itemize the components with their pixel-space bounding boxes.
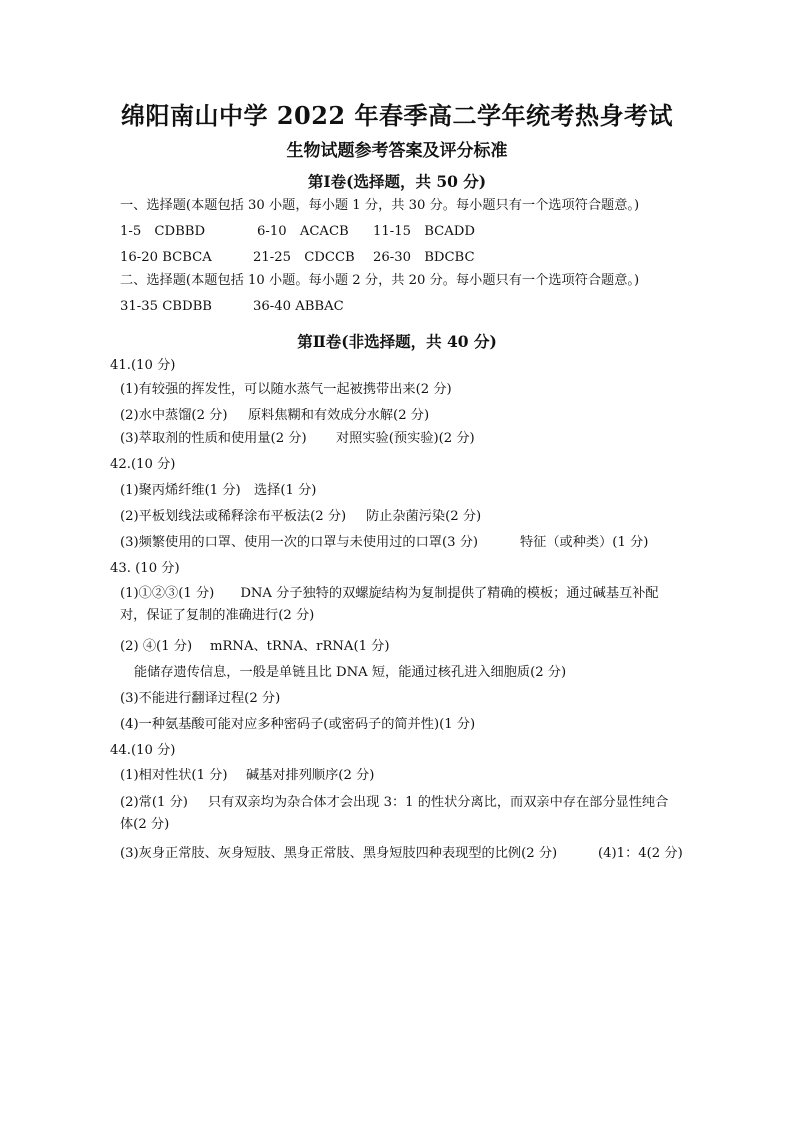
answer-42-3a: (3)频繁使用的口罩、使用一次的口罩与未使用过的口罩(3 分) (120, 535, 479, 550)
mc2-intro: 二、选择题(本题包括 10 小题。每小题 2 分，共 20 分。每小题只有一个选项符合题意。) (120, 273, 640, 288)
answer-44-2 (120, 792, 680, 836)
answer-group: 1-5 CDBBD (120, 224, 206, 239)
part1-heading: 第Ⅰ卷(选择题，共 50 分) (307, 172, 487, 191)
answer-43-2b: mRNA、tRNA、rRNA(1 分) (210, 639, 390, 654)
page-title: 绵阳南山中学 2022 年春季高二学年统考热身考试 (120, 101, 673, 130)
answer-41-2b: 原料焦糊和有效成分水解(2 分) (248, 408, 430, 423)
answer-41-3b: 对照实验(预实验)(2 分) (336, 431, 475, 446)
answer-41-3a: (3)萃取剂的性质和使用量(2 分) (120, 431, 307, 446)
question-44-label: 44.(10 分) (110, 743, 176, 758)
page-subtitle: 生物试题参考答案及评分标准 (286, 141, 508, 161)
answer-43-2c: 能储存遗传信息，一般是单链且比 DNA 短，能通过核孔进入细胞质(2 分) (134, 665, 567, 680)
answer-43-1a: (1)①②③(1 分) (120, 586, 215, 601)
question-43-label: 43. (10 分) (110, 561, 180, 576)
answer-44-4: (4)1：4(2 分) (598, 846, 683, 861)
answer-group: 6-10 ACACB (257, 224, 349, 239)
part2-heading: 第Ⅱ卷(非选择题，共 40 分) (297, 332, 497, 351)
answer-group: 31-35 CBDBB (120, 299, 212, 314)
answer-41-1: (1)有较强的挥发性，可以随水蒸气一起被携带出来(2 分) (120, 382, 452, 397)
answer-group: 16-20 BCBCA (120, 250, 212, 265)
answer-44-1b: 碱基对排列顺序(2 分) (246, 768, 375, 783)
answer-42-1a: (1)聚丙烯纤维(1 分) (120, 483, 241, 498)
answer-43-3: (3)不能进行翻译过程(2 分) (120, 691, 281, 706)
answer-43-1b: DNA 分子独特的双螺旋结构为复制提供了精确的模板；通过碱基互补配对，保证了复制的准确进行(2 分) (120, 586, 659, 623)
answer-43-1 (120, 583, 680, 627)
answer-43-4: (4)一种氨基酸可能对应多种密码子(或密码子的简并性)(1 分) (120, 717, 476, 732)
answer-42-2b: 防止杂菌污染(2 分) (366, 509, 482, 524)
question-41-label: 41.(10 分) (110, 358, 176, 373)
answer-44-2b: 只有双亲均为杂合体才会出现 3：1 的性状分离比，而双亲中存在部分显性纯合体(2 分) (120, 795, 669, 832)
answer-44-1a: (1)相对性状(1 分) (120, 768, 228, 783)
answer-44-3: (3)灰身正常肢、灰身短肢、黑身正常肢、黑身短肢四种表现型的比例(2 分) (120, 846, 558, 861)
answer-group: 36-40 ABBAC (253, 299, 344, 314)
answer-42-2a: (2)平板划线法或稀释涂布平板法(2 分) (120, 509, 347, 524)
answer-group: 21-25 CDCCB (253, 250, 355, 265)
answer-41-2a: (2)水中蒸馏(2 分) (120, 408, 228, 423)
answer-43-2a: (2) ④(1 分) (120, 639, 193, 654)
mc1-intro: 一、选择题(本题包括 30 小题，每小题 1 分，共 30 分。每小题只有一个选项符合题意。) (120, 198, 640, 213)
answer-group: 11-15 BCADD (373, 224, 475, 239)
answer-42-1b: 选择(1 分) (254, 483, 317, 498)
answer-44-2a: (2)常(1 分) (120, 795, 188, 810)
question-42-label: 42.(10 分) (110, 457, 176, 472)
answer-42-3b: 特征（或种类）(1 分) (520, 535, 649, 550)
answer-group: 26-30 BDCBC (373, 250, 475, 265)
